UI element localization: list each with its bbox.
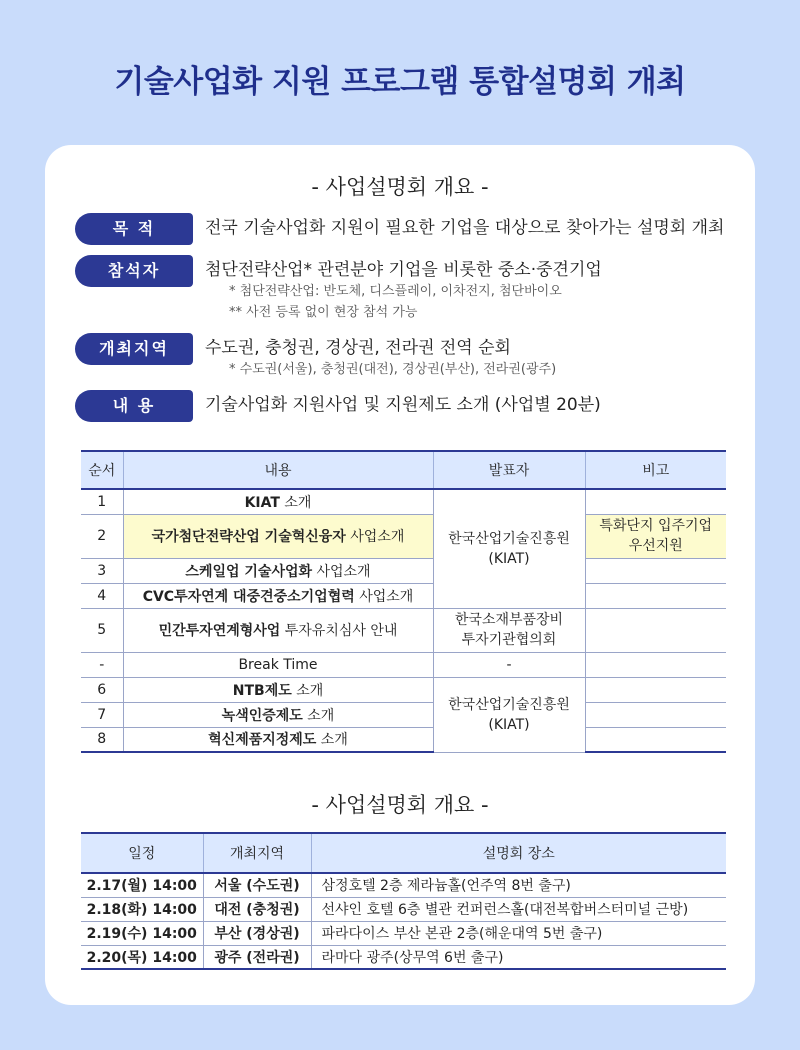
row-number: 5: [81, 608, 123, 652]
row-content: Break Time: [123, 652, 433, 677]
table-row: [81, 558, 726, 583]
attendees-label: 참석자: [75, 255, 193, 287]
schedule-date: 2.20(목) 14:00: [81, 945, 203, 969]
row-content: 민간투자연계형사업 투자유치심사 안내: [123, 608, 433, 652]
region-label: 개최지역: [75, 333, 193, 365]
table-row: [81, 702, 726, 727]
schedule-date: 2.17(월) 14:00: [81, 873, 203, 897]
attendees-text: 첨단전략산업* 관련분야 기업을 비롯한 중소·중견기업: [205, 260, 602, 280]
overview-section: [75, 213, 735, 432]
row-content: NTB제도 소개: [123, 677, 433, 702]
schedule-region: 부산 (경상권): [203, 921, 311, 945]
header-date: 일정: [81, 833, 203, 873]
row-content: 국가첨단전략산업 기술혁신융자 사업소개: [123, 514, 433, 558]
schedule-place: 라마다 광주(상무역 6번 출구): [311, 945, 726, 969]
schedule-place: 파라다이스 부산 본관 2층(해운대역 5번 출구): [311, 921, 726, 945]
row-number: 8: [81, 727, 123, 752]
row-note: [585, 702, 726, 727]
schedule-region: 서울 (수도권): [203, 873, 311, 897]
presenter-kiat: 한국산업기술진흥원 (KIAT): [433, 489, 585, 608]
purpose-text: 전국 기술사업화 지원이 필요한 기업을 대상으로 찾아가는 설명회 개최: [205, 218, 725, 238]
table-row: [81, 921, 726, 945]
row-note: [585, 489, 726, 514]
row-note: [585, 583, 726, 608]
header-region: 개최지역: [203, 833, 311, 873]
presenter-koita: 한국소재부품장비 투자기관협의회: [433, 608, 585, 652]
row-content: CVC투자연계 대중견중소기업협력 사업소개: [123, 583, 433, 608]
row-note: [585, 677, 726, 702]
row-note: 특화단지 입주기업 우선지원: [585, 514, 726, 558]
page-title: 기술사업화 지원 프로그램 통합설명회 개최: [114, 64, 686, 100]
schedule-place: 삼정호텔 2층 제라늄홀(언주역 8번 출구): [311, 873, 726, 897]
row-number: 1: [81, 489, 123, 514]
content-label: 내 용: [75, 390, 193, 422]
schedule-date: 2.19(수) 14:00: [81, 921, 203, 945]
overview-content: [75, 390, 735, 422]
row-number: 3: [81, 558, 123, 583]
schedule-header-row: [81, 833, 726, 873]
row-number: 4: [81, 583, 123, 608]
table-row: [81, 583, 726, 608]
row-number: 7: [81, 702, 123, 727]
purpose-label: 목 적: [75, 213, 193, 245]
schedule-region: 광주 (전라권): [203, 945, 311, 969]
region-text: 수도권, 충청권, 경상권, 전라권 전역 순회: [205, 338, 511, 358]
table-row: [81, 873, 726, 897]
header-place: 설명회 장소: [311, 833, 726, 873]
row-note: [585, 727, 726, 752]
overview-heading: - 사업설명회 개요 -: [311, 175, 489, 199]
row-number: 6: [81, 677, 123, 702]
program-table: [81, 450, 726, 753]
row-content: 녹색인증제도 소개: [123, 702, 433, 727]
row-number: -: [81, 652, 123, 677]
table-row: [81, 652, 726, 677]
overview-purpose: [75, 213, 735, 245]
header-content: 내용: [123, 451, 433, 489]
overview-region: [75, 333, 735, 380]
schedule-region: 대전 (충청권): [203, 897, 311, 921]
table-row: [81, 489, 726, 514]
presenter-break: -: [433, 652, 585, 677]
attendees-note-2: ** 사전 등록 없이 현장 참석 가능: [229, 305, 418, 320]
row-content: KIAT 소개: [123, 489, 433, 514]
attendees-note-1: * 첨단전략산업: 반도체, 디스플레이, 이차전지, 첨단바이오: [229, 284, 562, 299]
row-content: 스케일업 기술사업화 사업소개: [123, 558, 433, 583]
row-note: [585, 608, 726, 652]
table-row: [81, 677, 726, 702]
region-note: * 수도권(서울), 충청권(대전), 경상권(부산), 전라권(광주): [229, 362, 557, 377]
header-note: 비고: [585, 451, 726, 489]
schedule-date: 2.18(화) 14:00: [81, 897, 203, 921]
table-row: [81, 727, 726, 752]
row-note: [585, 558, 726, 583]
table-row: [81, 514, 726, 558]
content-card: [45, 145, 755, 1005]
schedule-table: [81, 832, 726, 970]
row-number: 2: [81, 514, 123, 558]
header-presenter: 발표자: [433, 451, 585, 489]
row-content: 혁신제품지정제도 소개: [123, 727, 433, 752]
overview-attendees: [75, 255, 735, 323]
header-order: 순서: [81, 451, 123, 489]
program-header-row: [81, 451, 726, 489]
schedule-place: 선샤인 호텔 6층 별관 컨퍼런스홀(대전복합버스터미널 근방): [311, 897, 726, 921]
presenter-kiat-2: 한국산업기술진흥원 (KIAT): [433, 677, 585, 752]
table-row: [81, 608, 726, 652]
table-row: [81, 897, 726, 921]
schedule-heading: - 사업설명회 개요 -: [311, 793, 489, 817]
row-note: [585, 652, 726, 677]
table-row: [81, 945, 726, 969]
content-text: 기술사업화 지원사업 및 지원제도 소개 (사업별 20분): [205, 395, 601, 415]
